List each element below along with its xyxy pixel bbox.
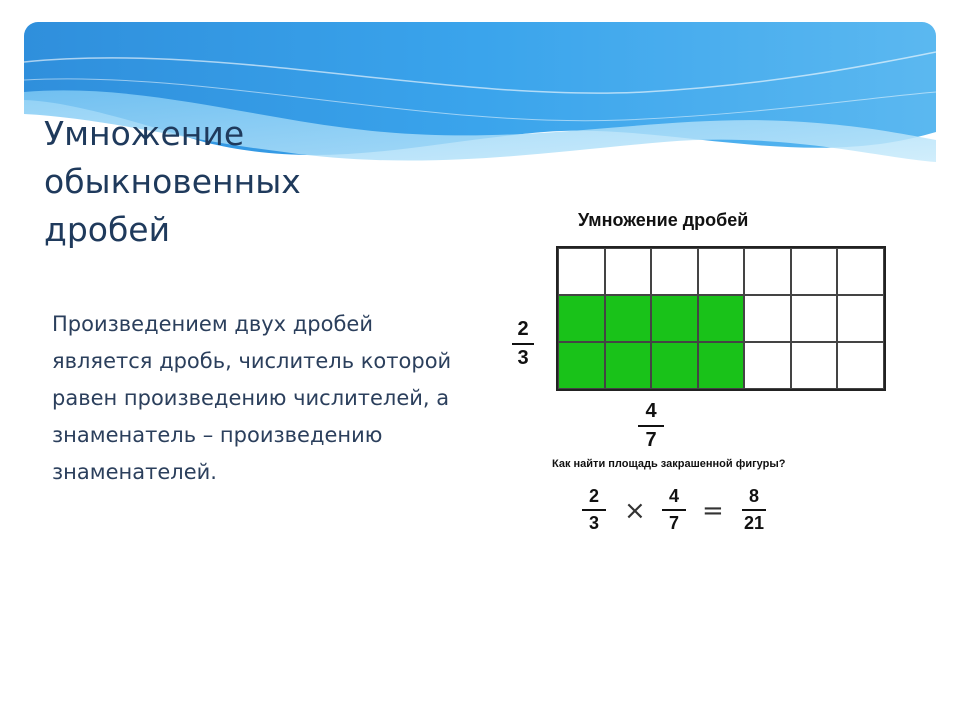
grid-cell: [605, 248, 652, 295]
fraction-illustration: [490, 200, 910, 560]
grid-cell: [744, 248, 791, 295]
grid-cell: [558, 248, 605, 295]
grid-cell: [744, 295, 791, 342]
side-fraction-numerator: 2: [517, 318, 529, 340]
grid-cell: [791, 248, 838, 295]
bottom-fraction: [638, 400, 664, 452]
equals-sign: =: [702, 496, 724, 526]
grid-cell-shaded: [558, 342, 605, 389]
times-sign: ×: [624, 496, 646, 526]
equation-fraction-a: [582, 486, 606, 534]
side-fraction-denominator: 3: [517, 347, 529, 369]
grid-cell: [698, 248, 745, 295]
grid-cell-shaded: [651, 295, 698, 342]
area-grid: [556, 246, 886, 391]
slide-title: Умножение обыкновенных дробей: [44, 114, 301, 249]
grid-cell: [837, 248, 884, 295]
side-fraction: [512, 318, 534, 370]
fraction-bar: [638, 425, 664, 427]
grid-cell-shaded: [605, 295, 652, 342]
equation-b-denominator: 7: [668, 513, 679, 533]
grid-cell: [837, 342, 884, 389]
equation-result-denominator: 21: [743, 513, 765, 533]
grid-cell-shaded: [698, 342, 745, 389]
question-text: Как найти площадь закрашенной фигуры?: [552, 458, 786, 470]
equation-fraction-b: [662, 486, 686, 534]
equation-a-denominator: 3: [588, 513, 599, 533]
fraction-bar: [742, 509, 766, 511]
equation-result-numerator: 8: [748, 486, 759, 506]
grid-cell-shaded: [558, 295, 605, 342]
fraction-bar: [582, 509, 606, 511]
grid-cell: [744, 342, 791, 389]
equation-a-numerator: 2: [588, 486, 599, 506]
grid-cell: [791, 295, 838, 342]
grid-cell: [837, 295, 884, 342]
multiplication-equation: [582, 486, 792, 546]
equation-result: [742, 486, 766, 534]
grid-cell-shaded: [651, 342, 698, 389]
grid-cell-shaded: [698, 295, 745, 342]
grid-cell: [651, 248, 698, 295]
bottom-fraction-numerator: 4: [645, 400, 657, 422]
figure-title: Умножение дробей: [578, 210, 749, 230]
fraction-bar: [662, 509, 686, 511]
rule-text: Произведением двух дробей является дробь, числитель которой равен произведению числителей, а знаменатель – произведению знаменателей.: [52, 312, 452, 484]
grid-cell-shaded: [605, 342, 652, 389]
equation-b-numerator: 4: [668, 486, 679, 506]
fraction-bar: [512, 343, 534, 345]
bottom-fraction-denominator: 7: [645, 429, 657, 451]
grid-cell: [791, 342, 838, 389]
